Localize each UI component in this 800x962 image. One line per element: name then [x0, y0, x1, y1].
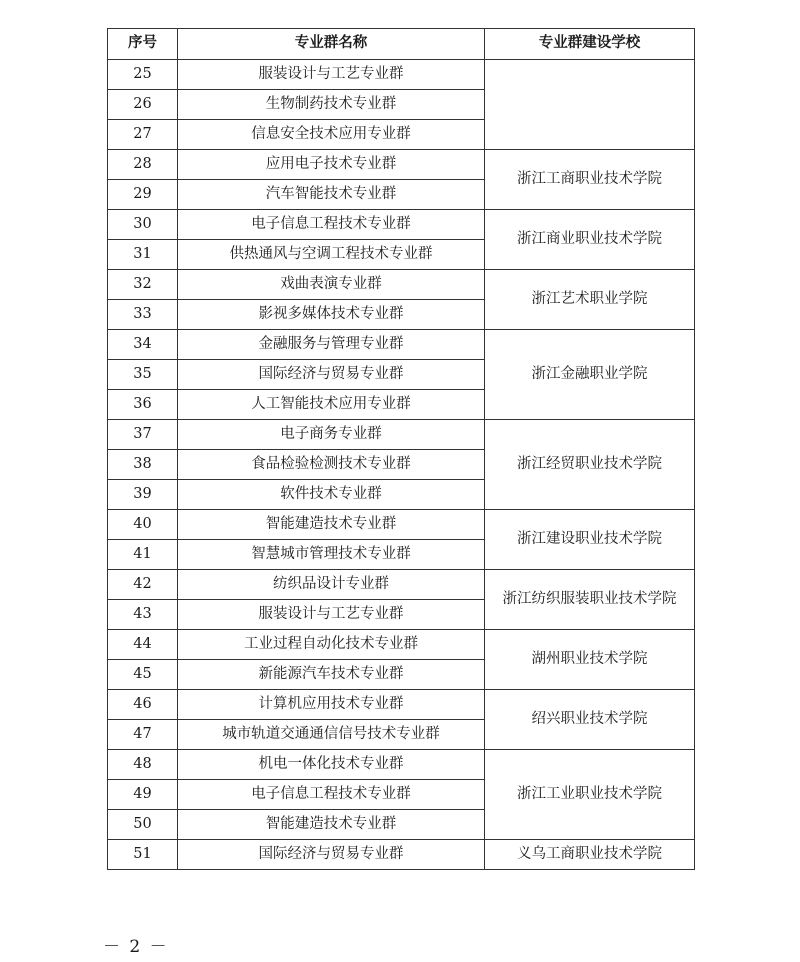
cell-school: 义乌工商职业技术学院: [485, 840, 695, 870]
table-row: [108, 570, 695, 600]
cell-serial-number: 51: [108, 840, 178, 870]
cell-school: 浙江艺术职业学院: [485, 270, 695, 330]
cell-group-name: 人工智能技术应用专业群: [178, 390, 485, 420]
table-row: [108, 750, 695, 780]
cell-serial-number: 30: [108, 210, 178, 240]
cell-group-name: 戏曲表演专业群: [178, 270, 485, 300]
cell-serial-number: 28: [108, 150, 178, 180]
cell-group-name: 电子信息工程技术专业群: [178, 780, 485, 810]
cell-group-name: 工业过程自动化技术专业群: [178, 630, 485, 660]
cell-school: 绍兴职业技术学院: [485, 690, 695, 750]
cell-serial-number: 33: [108, 300, 178, 330]
cell-serial-number: 29: [108, 180, 178, 210]
table-row: [108, 270, 695, 300]
cell-serial-number: 35: [108, 360, 178, 390]
header-row: [108, 29, 695, 60]
cell-group-name: 服装设计与工艺专业群: [178, 60, 485, 90]
cell-school: 浙江建设职业技术学院: [485, 510, 695, 570]
cell-serial-number: 32: [108, 270, 178, 300]
table-row: [108, 630, 695, 660]
cell-school: [485, 60, 695, 150]
table-body: [108, 60, 695, 870]
table-row: [108, 330, 695, 360]
cell-group-name: 智能建造技术专业群: [178, 810, 485, 840]
cell-school: 浙江经贸职业技术学院: [485, 420, 695, 510]
cell-group-name: 软件技术专业群: [178, 480, 485, 510]
cell-serial-number: 40: [108, 510, 178, 540]
table-row: [108, 210, 695, 240]
header-group-name: 专业群名称: [178, 29, 485, 60]
cell-group-name: 计算机应用技术专业群: [178, 690, 485, 720]
cell-serial-number: 49: [108, 780, 178, 810]
cell-group-name: 新能源汽车技术专业群: [178, 660, 485, 690]
cell-group-name: 国际经济与贸易专业群: [178, 840, 485, 870]
cell-group-name: 生物制药技术专业群: [178, 90, 485, 120]
cell-school: 浙江金融职业学院: [485, 330, 695, 420]
cell-serial-number: 42: [108, 570, 178, 600]
header-serial-number: 序号: [108, 29, 178, 60]
table-row: [108, 60, 695, 90]
cell-school: 浙江纺织服装职业技术学院: [485, 570, 695, 630]
table-row: [108, 420, 695, 450]
cell-school: 浙江工商职业技术学院: [485, 150, 695, 210]
cell-group-name: 汽车智能技术专业群: [178, 180, 485, 210]
table-row: [108, 690, 695, 720]
cell-group-name: 服装设计与工艺专业群: [178, 600, 485, 630]
cell-school: 湖州职业技术学院: [485, 630, 695, 690]
cell-serial-number: 26: [108, 90, 178, 120]
cell-serial-number: 34: [108, 330, 178, 360]
cell-serial-number: 48: [108, 750, 178, 780]
cell-serial-number: 45: [108, 660, 178, 690]
cell-serial-number: 47: [108, 720, 178, 750]
cell-group-name: 电子信息工程技术专业群: [178, 210, 485, 240]
cell-group-name: 国际经济与贸易专业群: [178, 360, 485, 390]
table-row: [108, 510, 695, 540]
cell-group-name: 机电一体化技术专业群: [178, 750, 485, 780]
cell-serial-number: 46: [108, 690, 178, 720]
cell-group-name: 城市轨道交通通信信号技术专业群: [178, 720, 485, 750]
cell-group-name: 影视多媒体技术专业群: [178, 300, 485, 330]
table-header: [108, 29, 695, 60]
cell-serial-number: 38: [108, 450, 178, 480]
cell-serial-number: 27: [108, 120, 178, 150]
cell-serial-number: 44: [108, 630, 178, 660]
cell-serial-number: 39: [108, 480, 178, 510]
page-number: － 2 －: [103, 937, 169, 957]
cell-group-name: 应用电子技术专业群: [178, 150, 485, 180]
table-row: [108, 840, 695, 870]
cell-group-name: 纺织品设计专业群: [178, 570, 485, 600]
cell-school: 浙江工业职业技术学院: [485, 750, 695, 840]
cell-group-name: 金融服务与管理专业群: [178, 330, 485, 360]
cell-serial-number: 37: [108, 420, 178, 450]
cell-school: 浙江商业职业技术学院: [485, 210, 695, 270]
cell-serial-number: 31: [108, 240, 178, 270]
cell-group-name: 电子商务专业群: [178, 420, 485, 450]
cell-serial-number: 41: [108, 540, 178, 570]
header-school: 专业群建设学校: [485, 29, 695, 60]
cell-serial-number: 50: [108, 810, 178, 840]
cell-group-name: 供热通风与空调工程技术专业群: [178, 240, 485, 270]
cell-serial-number: 25: [108, 60, 178, 90]
cell-group-name: 智能建造技术专业群: [178, 510, 485, 540]
cell-serial-number: 43: [108, 600, 178, 630]
table-row: [108, 150, 695, 180]
cell-group-name: 智慧城市管理技术专业群: [178, 540, 485, 570]
cell-group-name: 信息安全技术应用专业群: [178, 120, 485, 150]
cell-group-name: 食品检验检测技术专业群: [178, 450, 485, 480]
cell-serial-number: 36: [108, 390, 178, 420]
major-group-table: [107, 28, 695, 870]
